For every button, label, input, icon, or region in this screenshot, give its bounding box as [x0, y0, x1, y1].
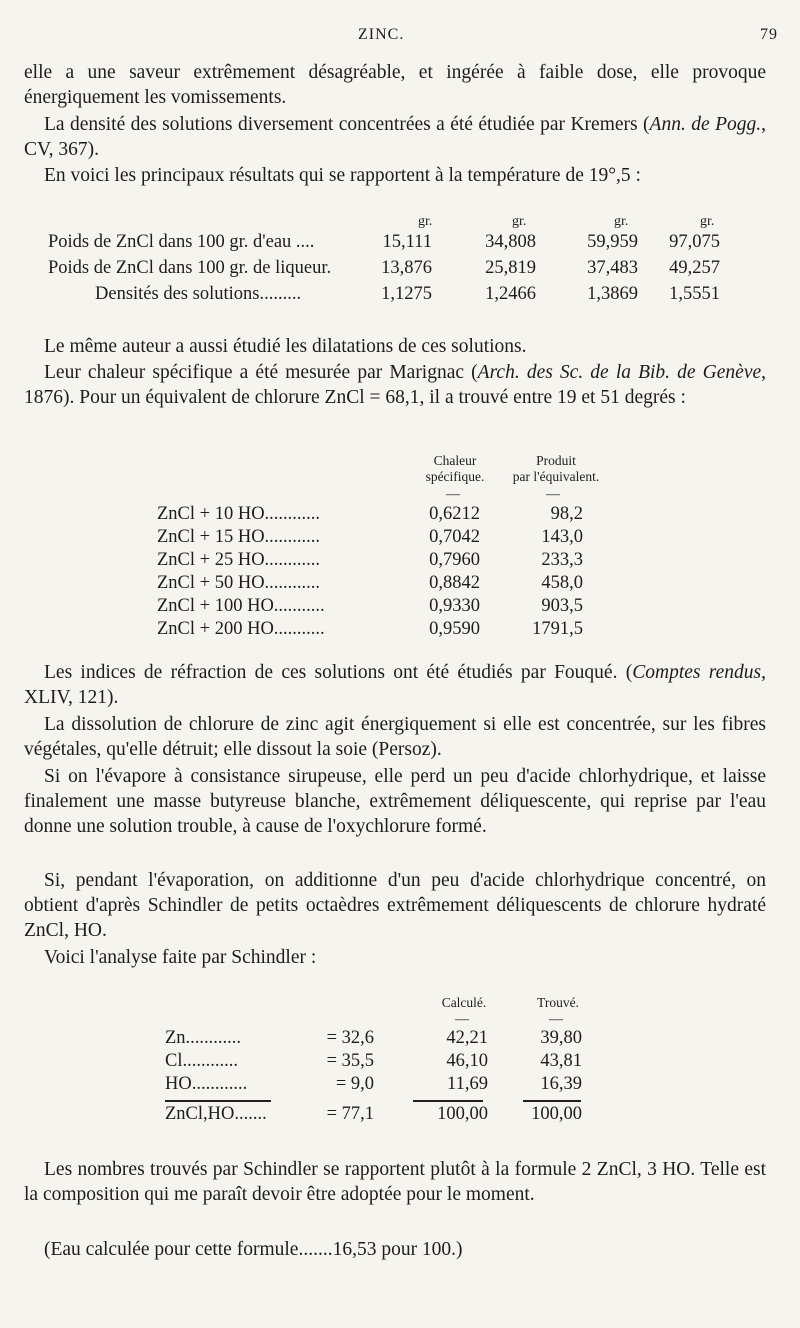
sum-rule: [165, 1100, 271, 1102]
heat-cell: 0,7960: [429, 550, 480, 570]
density-cell: 1,5551: [669, 284, 720, 304]
paragraph-4: Le même auteur a aussi étudié les dilatations de ces solutions.: [44, 336, 527, 357]
density-cell: 13,876: [381, 258, 432, 278]
running-title: ZINC.: [358, 26, 405, 43]
analysis-row-label: HO............: [165, 1074, 248, 1094]
paragraph-12: (Eau calculée pour cette formule.......16,53 pour 100.): [44, 1239, 463, 1260]
density-cell: 59,959: [587, 232, 638, 252]
column-dash: —: [446, 487, 460, 502]
paragraph-6-ref: , XLIV, 121).: [24, 662, 766, 709]
product-cell: 458,0: [541, 573, 583, 593]
paragraph-3: En voici les principaux résultats qui se rapportent à la température de 19°,5 :: [44, 165, 641, 186]
paragraph-11: Les nombres trouvés par Schindler se rapportent plutôt à la formule 2 ZnCl, 3 HO. Telle est la composition qui me paraît devoir être adoptée pour le moment.: [24, 1159, 766, 1206]
analysis-eq: = 32,6: [326, 1028, 374, 1048]
citation-ann-pogg: Ann. de Pogg.: [649, 114, 762, 135]
density-cell: 37,483: [587, 258, 638, 278]
heat-col-header-line: Chaleur: [433, 453, 477, 468]
heat-row-label: ZnCl + 200 HO...........: [157, 619, 325, 639]
citation-arch-sc: Arch. des Sc. de la Bib. de Genève: [477, 362, 762, 383]
calc-col-header: Calculé.: [441, 995, 487, 1010]
column-dash: —: [546, 487, 560, 502]
analysis-total-calc: 100,00: [437, 1104, 488, 1124]
column-dash: —: [455, 1012, 469, 1027]
heat-row-label: ZnCl + 10 HO............: [157, 504, 321, 524]
column-dash: —: [549, 1012, 563, 1027]
paragraph-2-ref: , CV, 367).: [24, 114, 766, 161]
heat-cell: 0,9590: [429, 619, 480, 639]
analysis-found: 43,81: [540, 1051, 582, 1071]
analysis-total-eq: = 77,1: [326, 1104, 374, 1124]
paragraph-5-text: Leur chaleur spécifique a été mesurée par Marignac (: [44, 362, 478, 383]
sum-rule: [523, 1100, 581, 1102]
analysis-row-label: Zn............: [165, 1028, 242, 1048]
product-col-header: [496, 453, 616, 485]
paragraph-5: [24, 360, 766, 410]
paragraph-2: [24, 112, 766, 162]
product-cell: 233,3: [541, 550, 583, 570]
paragraph-8: Si on l'évapore à consistance sirupeuse, elle perd un peu d'acide chlorhydrique, et laisse finalement une masse butyreuse blanche, extrêmement déliquescente, qui reprise par l'eau donne une solution trouble, à cause de l'oxychlorure formé.: [24, 766, 766, 838]
product-cell: 98,2: [550, 504, 583, 524]
paragraph-10: Voici l'analyse faite par Schindler :: [44, 947, 317, 968]
density-cell: 97,075: [669, 232, 720, 252]
unit-label: gr.: [700, 214, 715, 229]
density-row-label: Poids de ZnCl dans 100 gr. d'eau ....: [48, 232, 315, 252]
product-cell: 903,5: [541, 596, 583, 616]
heat-row-label: ZnCl + 15 HO............: [157, 527, 321, 547]
unit-label: gr.: [614, 214, 629, 229]
analysis-eq: = 9,0: [335, 1074, 374, 1094]
paragraph-5-rest: , 1876). Pour un équivalent de chlorure ZnCl = 68,1, il a trouvé entre 19 et 51 degrés :: [24, 362, 767, 409]
analysis-calc: 42,21: [446, 1028, 488, 1048]
density-cell: 25,819: [485, 258, 536, 278]
density-cell: 15,111: [382, 232, 432, 252]
density-cell: 1,3869: [587, 284, 638, 304]
citation-comptes-rendus: Comptes rendus: [632, 662, 762, 683]
heat-cell: 0,8842: [429, 573, 480, 593]
paragraph-7: La dissolution de chlorure de zinc agit énergiquement si elle est concentrée, sur les fibres végétales, qu'elle détruit; elle dissout la soie (Persoz).: [24, 714, 766, 761]
paragraph-6-text: Les indices de réfraction de ces solutions ont été étudiés par Fouqué. (: [44, 662, 633, 683]
product-cell: 1791,5: [532, 619, 583, 639]
sum-rule: [413, 1100, 483, 1102]
analysis-found: 39,80: [540, 1028, 582, 1048]
heat-row-label: ZnCl + 50 HO............: [157, 573, 321, 593]
product-col-header-line: par l'équivalent.: [512, 469, 600, 484]
paragraph-9: Si, pendant l'évaporation, on additionne d'un peu d'acide chlorhydrique concentré, on obtient d'après Schindler de petits octaèdres extrêmement déliquescents de chlorure hydraté ZnCl, HO.: [24, 870, 766, 942]
heat-cell: 0,6212: [429, 504, 480, 524]
analysis-total-found: 100,00: [531, 1104, 582, 1124]
analysis-row-label: Cl............: [165, 1051, 238, 1071]
analysis-eq: = 35,5: [326, 1051, 374, 1071]
heat-col-header: [410, 453, 500, 485]
density-cell: 1,2466: [485, 284, 536, 304]
heat-row-label: ZnCl + 25 HO............: [157, 550, 321, 570]
unit-label: gr.: [418, 214, 433, 229]
product-cell: 143,0: [541, 527, 583, 547]
found-col-header: Trouvé.: [537, 995, 579, 1010]
product-col-header-line: Produit: [536, 453, 576, 468]
analysis-found: 16,39: [540, 1074, 582, 1094]
paragraph-6: [24, 660, 766, 710]
density-cell: 34,808: [485, 232, 536, 252]
page-number: 79: [760, 26, 778, 43]
density-cell: 1,1275: [381, 284, 432, 304]
paragraph-1: elle a une saveur extrêmement désagréable, et ingérée à faible dose, elle provoque énergiquement les vomissements.: [24, 62, 766, 109]
analysis-calc: 46,10: [446, 1051, 488, 1071]
unit-label: gr.: [512, 214, 527, 229]
paragraph-2-text: La densité des solutions diversement concentrées a été étudiée par Kremers (: [44, 114, 650, 135]
heat-col-header-line: spécifique.: [425, 469, 485, 484]
heat-row-label: ZnCl + 100 HO...........: [157, 596, 325, 616]
heat-cell: 0,7042: [429, 527, 480, 547]
heat-cell: 0,9330: [429, 596, 480, 616]
analysis-total-label: ZnCl,HO.......: [165, 1104, 267, 1124]
density-row-label: Poids de ZnCl dans 100 gr. de liqueur.: [48, 258, 332, 278]
density-cell: 49,257: [669, 258, 720, 278]
analysis-calc: 11,69: [447, 1074, 488, 1094]
density-row-label: Densités des solutions.........: [95, 284, 302, 304]
